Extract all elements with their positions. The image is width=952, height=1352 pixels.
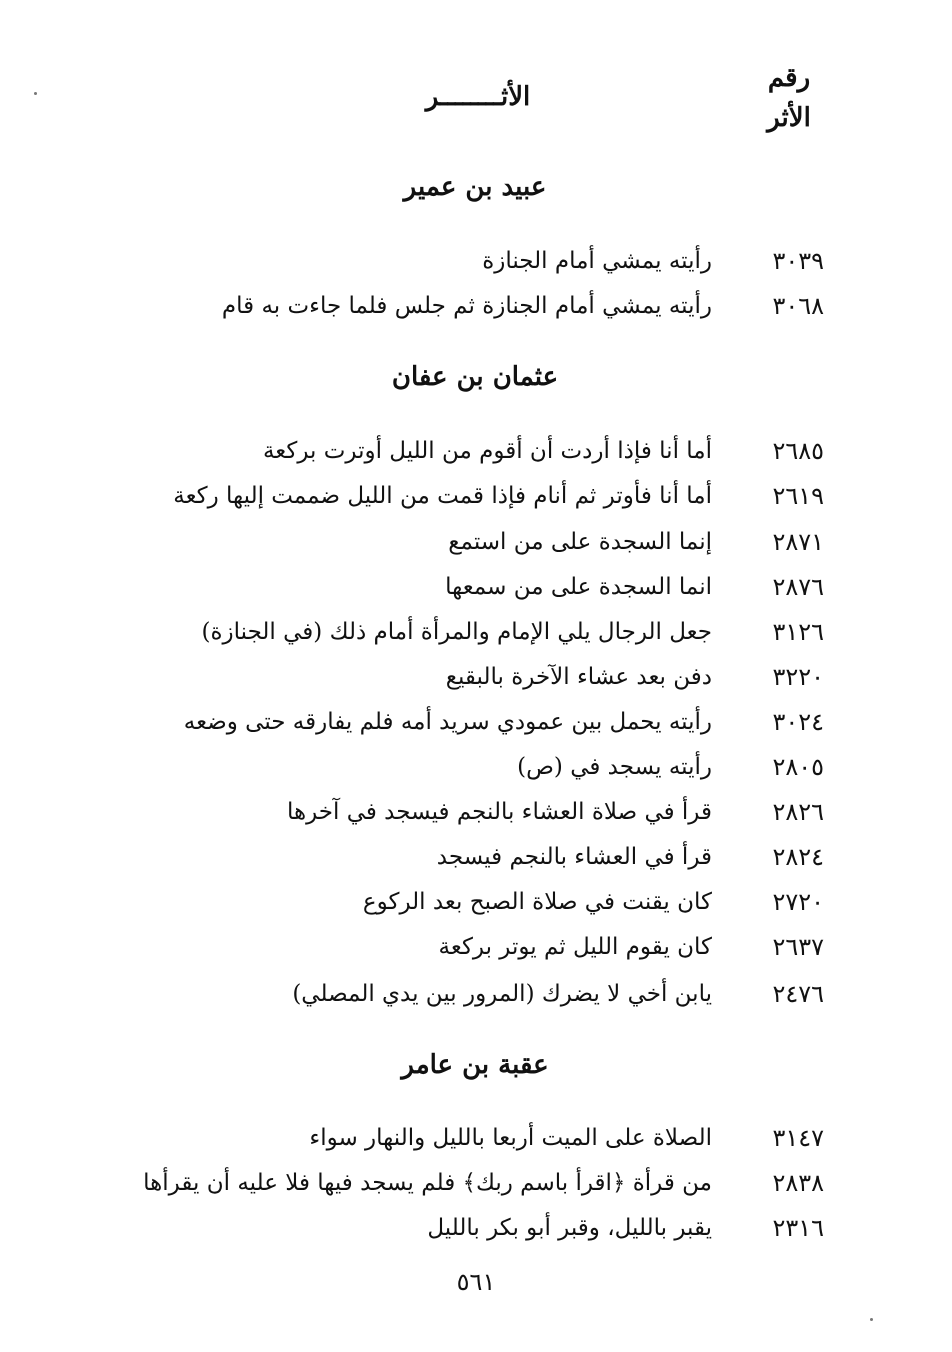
entry-number: ٣٠٦٨: [772, 292, 824, 320]
list-item: [120, 238, 824, 284]
entry-number: ٢٤٧٦: [772, 980, 824, 1008]
entry-text: إنما السجدة على من استمع: [448, 529, 712, 555]
scan-speck: [34, 92, 37, 95]
number-column-header-line2: الأثر: [767, 103, 811, 133]
entry-text: أما أنا فإذا أردت أن أقوم من الليل أوترت بركعة: [262, 438, 712, 464]
list-item: [120, 1160, 824, 1206]
entry-number: ٢٨٣٨: [772, 1169, 824, 1197]
entry-number: ٢٨٧٦: [772, 573, 824, 601]
list-item: [120, 1205, 824, 1251]
entry-text: دفن بعد عشاء الآخرة بالبقيع: [445, 664, 712, 690]
entry-number: ٣٠٢٤: [772, 708, 824, 736]
list-item: [120, 609, 824, 655]
page-number: ٥٦١: [456, 1268, 496, 1296]
entry-text: جعل الرجال يلي الإمام والمرأة أمام ذلك (في الجنازة): [201, 619, 712, 645]
section-heading: عبيد بن عمير: [403, 172, 547, 202]
list-item: [120, 564, 824, 610]
entry-number: ٢٨٧١: [772, 528, 824, 556]
entry-text: انما السجدة على من سمعها: [445, 574, 712, 600]
section-heading: عقبة بن عامر: [401, 1050, 549, 1080]
entry-text: الصلاة على الميت أربعا بالليل والنهار سواء: [309, 1125, 712, 1151]
list-item: [120, 428, 824, 474]
list-item: [120, 283, 824, 329]
section-heading: عثمان بن عفان: [391, 362, 559, 392]
entry-number: ٢٦٨٥: [772, 437, 824, 465]
entry-text: يقبر بالليل، وقبر أبو بكر بالليل: [427, 1215, 712, 1241]
entry-text: رأيته يمشي أمام الجنازة: [482, 248, 712, 274]
entry-text: يابن أخي لا يضرك (المرور بين يدي المصلي): [292, 981, 712, 1007]
entry-text: من قرأة ﴿اقرأ باسم ربك﴾ فلم يسجد فيها فلا عليه أن يقرأها: [143, 1170, 712, 1196]
entry-text: رأيته يسجد في (ص): [517, 754, 712, 780]
entry-number: ٣١٤٧: [772, 1124, 824, 1152]
entry-number: ٣١٢٦: [772, 618, 824, 646]
list-item: [120, 789, 824, 835]
text-column-header: الأثــــــــر: [425, 82, 531, 112]
entry-text: كان يقوم الليل ثم يوتر بركعة: [438, 934, 712, 960]
entry-number: ٢٦٣٧: [772, 933, 824, 961]
list-item: [120, 744, 824, 790]
number-column-header: [744, 58, 834, 138]
entry-number: ٢٨٢٦: [772, 798, 824, 826]
list-item: [120, 519, 824, 565]
entry-number: ٣٢٢٠: [772, 663, 824, 691]
list-item: [120, 879, 824, 925]
entry-text: رأيته يمشي أمام الجنازة ثم جلس فلما جاءت به قام: [221, 293, 712, 319]
entry-number: ٣٠٣٩: [772, 247, 824, 275]
entry-text: قرأ في صلاة العشاء بالنجم فيسجد في آخرها: [286, 799, 712, 825]
scan-speck: [870, 1318, 873, 1321]
entry-text: قرأ في العشاء بالنجم فيسجد: [436, 844, 712, 870]
entry-text: كان يقنت في صلاة الصبح بعد الركوع: [362, 889, 712, 915]
number-column-header-line1: رقم: [767, 63, 811, 93]
entry-text: أما أنا فأوتر ثم أنام فإذا قمت من الليل ضممت إليها ركعة: [173, 483, 712, 509]
entry-number: ٢٨٢٤: [772, 843, 824, 871]
list-item: [120, 654, 824, 700]
entry-number: ٢٧٢٠: [772, 888, 824, 916]
list-item: [120, 834, 824, 880]
list-item: [120, 473, 824, 519]
entry-number: ٢٣١٦: [772, 1214, 824, 1242]
list-item: [120, 1115, 824, 1161]
list-item: [120, 699, 824, 745]
list-item: [120, 924, 824, 970]
entry-text: رأيته يحمل بين عمودي سريد أمه فلم يفارقه حتى وضعه: [183, 709, 712, 735]
entry-number: ٢٨٠٥: [772, 753, 824, 781]
entry-number: ٢٦١٩: [772, 482, 824, 510]
list-item: [120, 971, 824, 1017]
